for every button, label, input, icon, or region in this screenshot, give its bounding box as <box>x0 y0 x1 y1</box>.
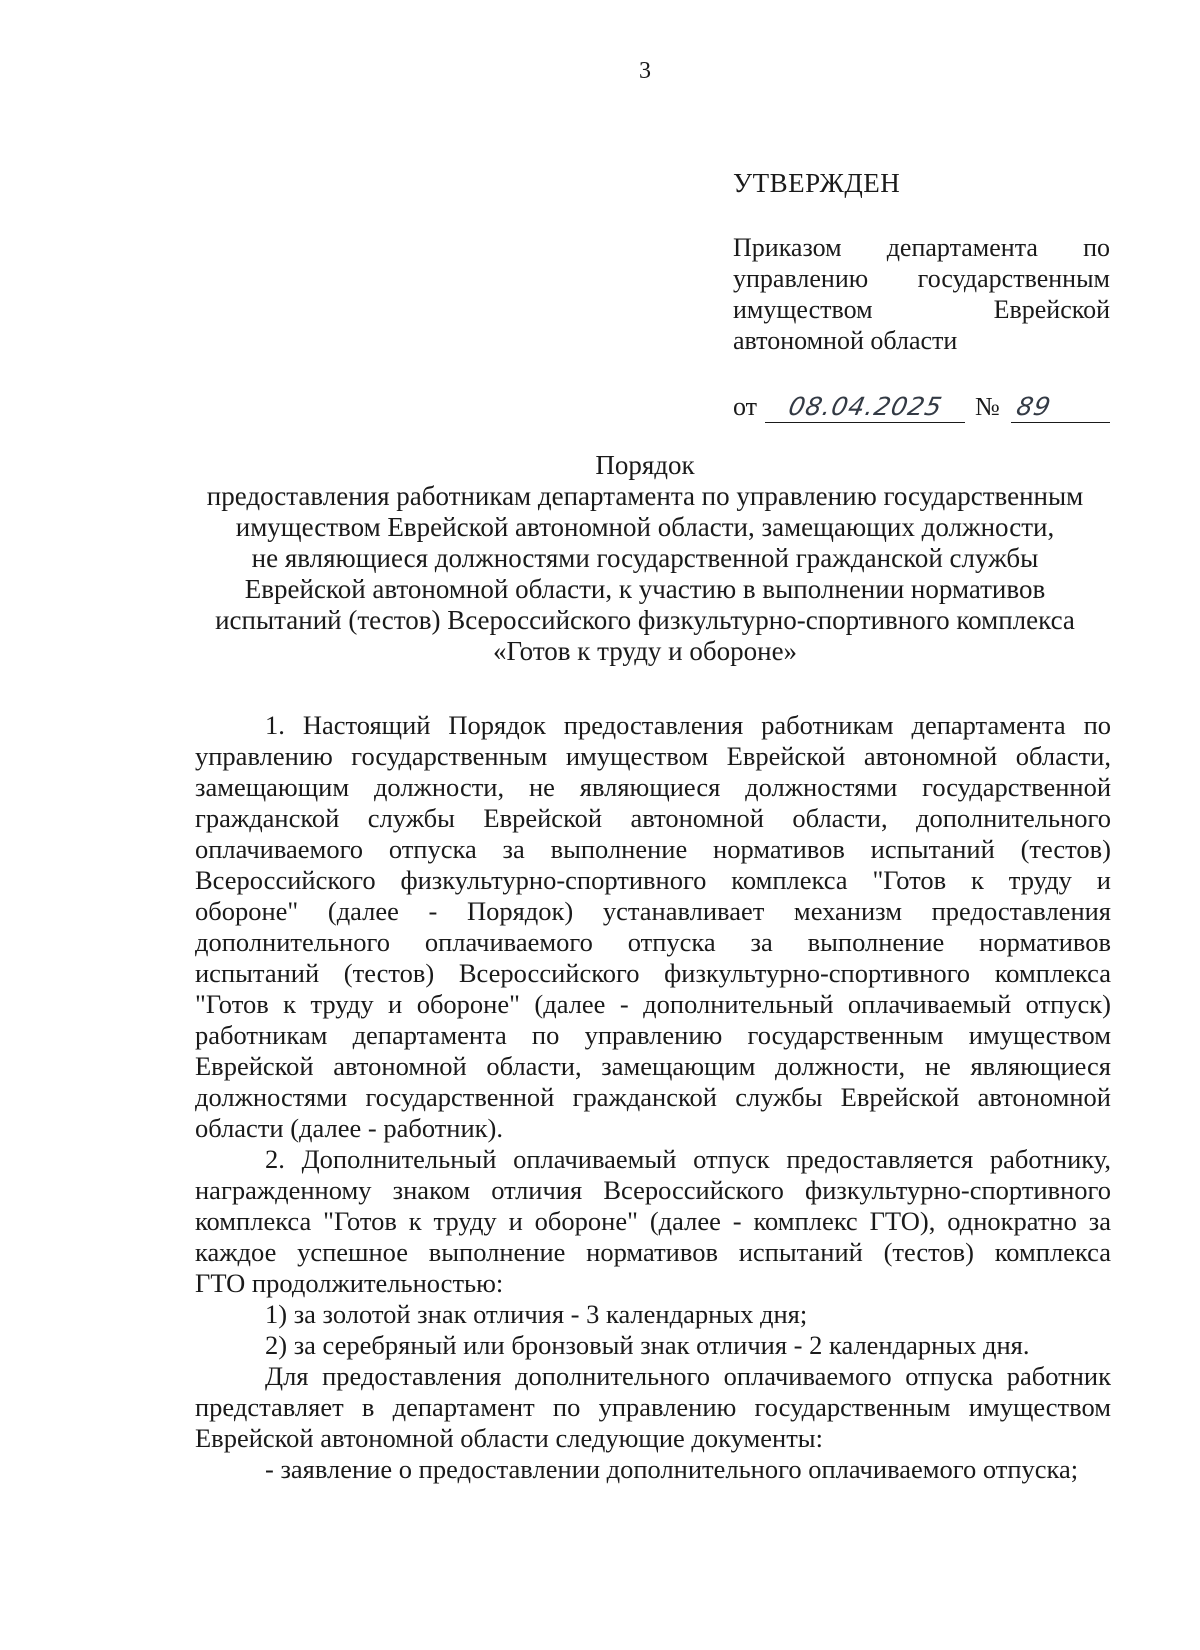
body-text-line: гражданской службы Еврейской автономной области, дополнительного <box>195 803 1111 833</box>
approval-block <box>733 232 1110 356</box>
handwritten-date: 08.04.2025 <box>785 392 946 421</box>
body-text-line: дополнительного оплачиваемого отпуска за выполнение нормативов <box>195 927 1111 957</box>
body-text-line: 2. Дополнительный оплачиваемый отпуск предоставляется работнику, <box>265 1144 1111 1174</box>
document-title <box>200 450 1090 667</box>
number-prefix: № <box>975 392 1000 421</box>
body-text-line: 2) за серебряный или бронзовый знак отличия - 2 календарных дня. <box>265 1330 1030 1360</box>
title-line: «Готов к труду и обороне» <box>492 636 798 666</box>
body-text-line: Еврейской автономной области следующие документы: <box>195 1423 823 1453</box>
handwritten-number: 89 <box>1013 392 1054 421</box>
title-line: не являющиеся должностями государственной гражданской службы <box>251 543 1039 573</box>
body-text-line: каждое успешное выполнение нормативов испытаний (тестов) комплекса <box>195 1237 1111 1267</box>
approval-line: Приказом департамента по <box>733 233 1110 262</box>
number-blank-line <box>1011 392 1110 423</box>
body-text-line: области (далее - работник). <box>195 1113 503 1143</box>
approval-line: управлению государственным <box>733 264 1110 293</box>
body-text-line: "Готов к труду и обороне" (далее - дополнительный оплачиваемый отпуск) <box>195 989 1111 1019</box>
body-text-line: замещающим должности, не являющиеся должностями государственной <box>195 772 1111 802</box>
body-text-line: 1) за золотой знак отличия - 3 календарных дня; <box>265 1299 808 1329</box>
body-text-line: - заявление о предоставлении дополнительного оплачиваемого отпуска; <box>265 1454 1079 1484</box>
order-date-number-line <box>733 392 1110 428</box>
body-text-line: Еврейской автономной области, замещающим должности, не являющиеся <box>195 1051 1111 1081</box>
body-text-line: ГТО продолжительностью: <box>195 1268 504 1298</box>
body-text-line: награжденному знаком отличия Всероссийского физкультурно-спортивного <box>195 1175 1111 1205</box>
approval-line: имуществом Еврейской <box>733 295 1110 324</box>
body-text-line: 1. Настоящий Порядок предоставления работникам департамента по <box>265 710 1111 740</box>
body-text-line: комплекса "Готов к труду и обороне" (далее - комплекс ГТО), однократно за <box>195 1206 1111 1236</box>
title-line: Еврейской автономной области, к участию в выполнении нормативов <box>244 574 1046 604</box>
page-number: 3 <box>639 58 651 84</box>
body-text-line: Для предоставления дополнительного оплачиваемого отпуска работник <box>265 1361 1111 1391</box>
document-body <box>195 710 1111 1485</box>
body-text-line: обороне" (далее - Порядок) устанавливает механизм предоставления <box>195 896 1111 926</box>
title-heading: Порядок <box>595 450 695 480</box>
body-text-line: испытаний (тестов) Всероссийского физкультурно-спортивного комплекса <box>195 958 1111 988</box>
body-text-line: работникам департамента по управлению государственным имуществом <box>195 1020 1111 1050</box>
date-prefix: от <box>733 392 758 421</box>
body-text-line: оплачиваемого отпуска за выполнение нормативов испытаний (тестов) <box>195 834 1111 864</box>
title-line: имуществом Еврейской автономной области, замещающих должности, <box>235 512 1055 542</box>
body-text-line: Всероссийского физкультурно-спортивного комплекса "Готов к труду и <box>195 865 1111 895</box>
body-text-line: управлению государственным имуществом Еврейской автономной области, <box>195 741 1111 771</box>
date-blank-line <box>765 392 965 423</box>
body-text-line: представляет в департамент по управлению государственным имуществом <box>195 1392 1111 1422</box>
title-line: испытаний (тестов) Всероссийского физкультурно-спортивного комплекса <box>215 605 1075 635</box>
approval-title: УТВЕРЖДЕН <box>733 168 901 198</box>
title-line: предоставления работникам департамента по управлению государственным <box>206 481 1084 511</box>
body-text-line: должностями государственной гражданской службы Еврейской автономной <box>195 1082 1111 1112</box>
approval-line: автономной области <box>733 326 958 355</box>
